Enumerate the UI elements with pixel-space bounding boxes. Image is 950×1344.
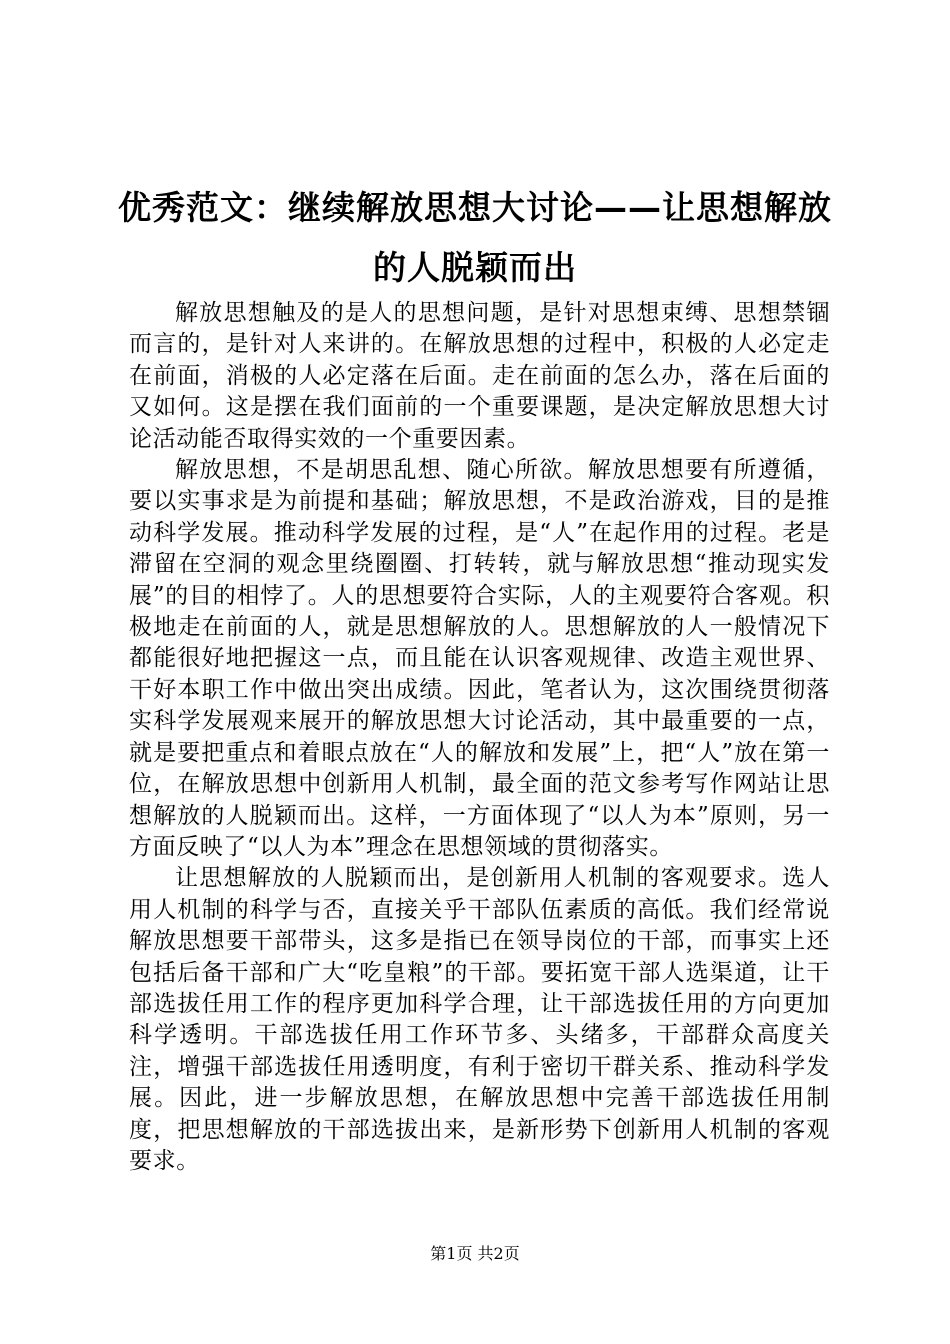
paragraph-1: 解放思想触及的是人的思想问题，是针对思想束缚、思想禁锢而言的，是针对人来讲的。在解放思想的过程中，积极的人必定走在前面，消极的人必定落在后面。走在前面的怎么办，落在后面的又如何。这是摆在我们面前的一个重要课题，是决定解放思想大讨论活动能否取得实效的一个重要因素。	[129, 300, 830, 452]
document-title: 优秀范文：继续解放思想大讨论——让思想解放的人脱颖而出	[118, 188, 832, 287]
paragraph-2: 解放思想，不是胡思乱想、随心所欲。解放思想要有所遵循，要以实事求是为前提和基础；解放思想，不是政治游戏，目的是推动科学发展。推动科学发展的过程，是“人”在起作用的过程。老是滞留在空洞的观念里绕圈圈、打转转，就与解放思想“推动现实发展”的目的相悖了。人的思想要符合实际，人的主观要符合客观。积极地走在前面的人，就是思想解放的人。思想解放的人一般情况下都能很好地把握这一点，而且能在认识客观规律、改造主观世界、干好本职工作中做出突出成绩。因此，笔者认为，这次围绕贯彻落实科学发展观来展开的解放思想大讨论活动，其中最重要的一点，就是要把重点和着眼点放在“人的解放和发展”上，把“人”放在第一位，在解放思想中创新用人机制，最全面的范文参考写作网站让思想解放的人脱颖而出。这样，一方面体现了“以人为本”原则，另一方面反映了“以人为本”理念在思想领域的贯彻落实。	[129, 457, 830, 860]
document-body	[129, 298, 830, 1177]
page-number-footer: 第1页 共2页	[430, 1244, 520, 1263]
paragraph-3: 让思想解放的人脱颖而出，是创新用人机制的客观要求。选人用人机制的科学与否，直接关乎干部队伍素质的高低。我们经常说解放思想要干部带头，这多是指已在领导岗位的干部，而事实上还包括后备干部和广大“吃皇粮”的干部。要拓宽干部人选渠道，让干部选拔任用工作的程序更加科学合理，让干部选拔任用的方向更加科学透明。干部选拔任用工作环节多、头绪多，干部群众高度关注，增强干部选拔任用透明度，有利于密切干群关系、推动科学发展。因此，进一步解放思想，在解放思想中完善干部选拔任用制度，把思想解放的干部选拔出来，是新形势下创新用人机制的客观要求。	[129, 865, 830, 1174]
